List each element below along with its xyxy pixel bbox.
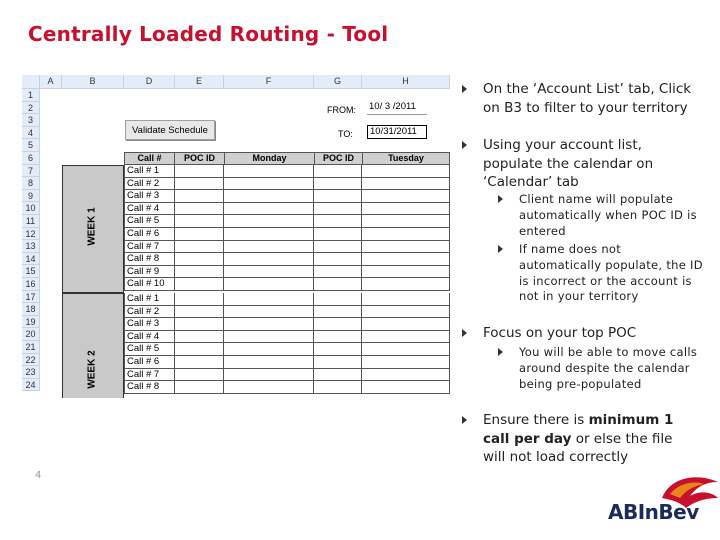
bullet-text-pre: Ensure there is bbox=[483, 412, 589, 428]
schedule-cell[interactable] bbox=[175, 165, 224, 178]
call-cell[interactable]: Call # 10 bbox=[124, 278, 175, 291]
schedule-cell[interactable] bbox=[224, 228, 314, 241]
call-cell[interactable]: Call # 6 bbox=[124, 356, 175, 369]
schedule-cell[interactable] bbox=[362, 306, 450, 319]
schedule-cell[interactable] bbox=[175, 369, 224, 382]
schedule-cell[interactable] bbox=[224, 241, 314, 254]
bullet-text: Focus on your top POC bbox=[483, 325, 637, 341]
schedule-cell[interactable] bbox=[314, 331, 362, 344]
sheet-corner bbox=[22, 75, 40, 89]
call-cell[interactable]: Call # 8 bbox=[124, 381, 175, 394]
row-number[interactable]: 14 bbox=[22, 253, 40, 266]
schedule-cell[interactable] bbox=[314, 253, 362, 266]
to-date-field[interactable]: 10/31/2011 bbox=[367, 125, 427, 139]
schedule-cell[interactable] bbox=[314, 318, 362, 331]
column-header-g: G bbox=[314, 75, 362, 89]
row-number[interactable]: 5 bbox=[22, 139, 40, 152]
schedule-cell[interactable] bbox=[314, 381, 362, 394]
call-cell[interactable]: Call # 3 bbox=[124, 190, 175, 203]
schedule-cell[interactable] bbox=[175, 356, 224, 369]
schedule-cell[interactable] bbox=[362, 190, 450, 203]
row-number[interactable]: 16 bbox=[22, 278, 40, 291]
row-number[interactable]: 7 bbox=[22, 165, 40, 178]
schedule-cell[interactable] bbox=[175, 178, 224, 191]
schedule-cell[interactable] bbox=[362, 381, 450, 394]
call-cell[interactable]: Call # 5 bbox=[124, 215, 175, 228]
bullet-text: Using your account list, populate the calendar on ‘Calendar’ tab bbox=[483, 137, 654, 190]
week-1-label: WEEK 1 bbox=[86, 207, 98, 246]
schedule-cell[interactable] bbox=[362, 331, 450, 344]
schedule-cell[interactable] bbox=[314, 241, 362, 254]
column-header-d: D bbox=[124, 75, 175, 89]
bullet-text: If name does not automatically populate, the ID is incorrect or the account is not in your territory bbox=[519, 242, 703, 304]
schedule-cell[interactable] bbox=[314, 228, 362, 241]
schedule-cell[interactable] bbox=[224, 203, 314, 216]
schedule-cell[interactable] bbox=[224, 190, 314, 203]
bullet-text-bold: minimum 1 call per day bbox=[483, 412, 674, 447]
call-cell[interactable]: Call # 7 bbox=[124, 369, 175, 382]
column-header-f: F bbox=[224, 75, 314, 89]
row-number[interactable]: 18 bbox=[22, 303, 40, 316]
call-cell[interactable]: Call # 9 bbox=[124, 266, 175, 279]
validate-schedule-button[interactable]: Validate Schedule bbox=[125, 120, 215, 140]
bullet-top-poc bbox=[460, 324, 692, 343]
call-cell[interactable]: Call # 4 bbox=[124, 331, 175, 344]
subbullet-client-name bbox=[496, 192, 706, 239]
bullet-arrow-icon bbox=[462, 329, 467, 337]
schedule-cell[interactable] bbox=[314, 356, 362, 369]
row-number[interactable]: 17 bbox=[22, 291, 40, 304]
call-cell[interactable]: Call # 5 bbox=[124, 343, 175, 356]
schedule-cell[interactable] bbox=[362, 215, 450, 228]
call-number-header: Call # bbox=[124, 152, 175, 165]
row-number[interactable]: 23 bbox=[22, 366, 40, 379]
tuesday-header: Tuesday bbox=[362, 152, 450, 165]
call-cell[interactable]: Call # 1 bbox=[124, 165, 175, 178]
schedule-cell[interactable] bbox=[314, 178, 362, 191]
bullet-arrow-icon bbox=[498, 195, 503, 203]
schedule-cell[interactable] bbox=[314, 203, 362, 216]
schedule-cell[interactable] bbox=[175, 241, 224, 254]
from-label: FROM: bbox=[327, 105, 356, 115]
bullet-minimum-call bbox=[460, 411, 692, 467]
call-cell[interactable]: Call # 2 bbox=[124, 178, 175, 191]
column-header-b: B bbox=[62, 75, 124, 89]
schedule-cell[interactable] bbox=[175, 228, 224, 241]
schedule-cell[interactable] bbox=[175, 318, 224, 331]
schedule-cell[interactable] bbox=[224, 215, 314, 228]
row-number[interactable]: 12 bbox=[22, 228, 40, 241]
schedule-cell[interactable] bbox=[175, 331, 224, 344]
schedule-cell[interactable] bbox=[175, 293, 224, 306]
bullet-arrow-icon bbox=[498, 245, 503, 253]
bullet-arrow-icon bbox=[462, 416, 467, 424]
subbullet-name-not-populate bbox=[496, 242, 706, 305]
schedule-cell[interactable] bbox=[362, 356, 450, 369]
schedule-cell[interactable] bbox=[175, 215, 224, 228]
column-header-a: A bbox=[40, 75, 62, 89]
row-number[interactable]: 4 bbox=[22, 127, 40, 140]
row-number[interactable]: 1 bbox=[22, 89, 40, 102]
call-cell[interactable]: Call # 4 bbox=[124, 203, 175, 216]
schedule-cell[interactable] bbox=[362, 253, 450, 266]
schedule-cell[interactable] bbox=[224, 178, 314, 191]
schedule-cell[interactable] bbox=[175, 190, 224, 203]
schedule-cell[interactable] bbox=[224, 381, 314, 394]
row-number[interactable]: 22 bbox=[22, 354, 40, 367]
bullet-arrow-icon bbox=[462, 85, 467, 93]
schedule-cell[interactable] bbox=[362, 165, 450, 178]
schedule-cell[interactable] bbox=[362, 343, 450, 356]
call-cell[interactable]: Call # 8 bbox=[124, 253, 175, 266]
schedule-cell[interactable] bbox=[362, 266, 450, 279]
schedule-cell[interactable] bbox=[175, 253, 224, 266]
bullet-text-post: or else the file will not load correctly bbox=[483, 430, 673, 465]
schedule-cell[interactable] bbox=[175, 266, 224, 279]
call-cell[interactable]: Call # 3 bbox=[124, 318, 175, 331]
schedule-cell[interactable] bbox=[224, 293, 314, 306]
schedule-cell[interactable] bbox=[175, 381, 224, 394]
call-cell[interactable]: Call # 6 bbox=[124, 228, 175, 241]
row-number[interactable]: 6 bbox=[22, 152, 40, 165]
schedule-cell[interactable] bbox=[314, 306, 362, 319]
schedule-cell[interactable] bbox=[224, 306, 314, 319]
schedule-cell[interactable] bbox=[362, 203, 450, 216]
bullet-text: Client name will populate automatically when POC ID is entered bbox=[519, 192, 697, 238]
schedule-cell[interactable] bbox=[224, 331, 314, 344]
row-number[interactable]: 8 bbox=[22, 177, 40, 190]
row-number[interactable]: 10 bbox=[22, 202, 40, 215]
schedule-cell[interactable] bbox=[362, 369, 450, 382]
page-number: 4 bbox=[35, 470, 42, 481]
bullet-account-list bbox=[460, 80, 692, 117]
schedule-cell[interactable] bbox=[362, 293, 450, 306]
schedule-cell[interactable] bbox=[175, 306, 224, 319]
schedule-cell[interactable] bbox=[314, 293, 362, 306]
schedule-cell[interactable] bbox=[224, 253, 314, 266]
monday-header: Monday bbox=[224, 152, 315, 165]
bullet-text: On the ‘Account List’ tab, Click on B3 to filter to your territory bbox=[483, 81, 692, 116]
schedule-cell[interactable] bbox=[362, 178, 450, 191]
call-cell[interactable]: Call # 7 bbox=[124, 241, 175, 254]
week-2-block bbox=[62, 293, 124, 398]
call-cell[interactable]: Call # 1 bbox=[124, 293, 175, 306]
schedule-cell[interactable] bbox=[362, 241, 450, 254]
schedule-cell[interactable] bbox=[224, 266, 314, 279]
week-2-label: WEEK 2 bbox=[86, 350, 98, 389]
subbullet-move-calls bbox=[496, 345, 706, 392]
schedule-cell[interactable] bbox=[224, 318, 314, 331]
poc-id-header-1: POC ID bbox=[174, 152, 225, 165]
row-number[interactable]: 3 bbox=[22, 114, 40, 127]
to-label: TO: bbox=[338, 129, 353, 139]
poc-id-header-2: POC ID bbox=[314, 152, 363, 165]
bullet-arrow-icon bbox=[462, 141, 467, 149]
schedule-cell[interactable] bbox=[175, 203, 224, 216]
week-1-block bbox=[62, 165, 124, 293]
bullet-populate-calendar bbox=[460, 136, 692, 192]
from-date-field[interactable]: 10/ 3 /2011 bbox=[367, 101, 427, 115]
row-number[interactable]: 20 bbox=[22, 328, 40, 341]
schedule-cell[interactable] bbox=[314, 266, 362, 279]
schedule-cell[interactable] bbox=[314, 369, 362, 382]
schedule-cell[interactable] bbox=[224, 165, 314, 178]
spreadsheet-screenshot bbox=[22, 75, 450, 398]
logo-text: ABInBev bbox=[608, 500, 699, 524]
schedule-cell[interactable] bbox=[224, 369, 314, 382]
bullet-text: You will be able to move calls around despite the calendar being pre-populated bbox=[519, 345, 698, 391]
row-number[interactable]: 19 bbox=[22, 316, 40, 329]
slide-title: Centrally Loaded Routing - Tool bbox=[28, 22, 389, 46]
schedule-cell[interactable] bbox=[224, 343, 314, 356]
schedule-cell[interactable] bbox=[362, 318, 450, 331]
schedule-cell[interactable] bbox=[314, 278, 362, 291]
column-header-h: H bbox=[362, 75, 450, 89]
schedule-cell[interactable] bbox=[224, 278, 314, 291]
column-header-e: E bbox=[175, 75, 224, 89]
schedule-cell[interactable] bbox=[175, 343, 224, 356]
row-number[interactable]: 11 bbox=[22, 215, 40, 228]
schedule-cell[interactable] bbox=[314, 343, 362, 356]
row-number[interactable]: 24 bbox=[22, 379, 40, 392]
schedule-cell[interactable] bbox=[314, 165, 362, 178]
row-number[interactable]: 9 bbox=[22, 190, 40, 203]
schedule-cell[interactable] bbox=[314, 190, 362, 203]
row-number[interactable]: 15 bbox=[22, 265, 40, 278]
row-number[interactable]: 13 bbox=[22, 240, 40, 253]
schedule-cell[interactable] bbox=[175, 278, 224, 291]
bullet-arrow-icon bbox=[498, 348, 503, 356]
call-cell[interactable]: Call # 2 bbox=[124, 306, 175, 319]
schedule-cell[interactable] bbox=[224, 356, 314, 369]
schedule-cell[interactable] bbox=[362, 228, 450, 241]
row-number[interactable]: 2 bbox=[22, 102, 40, 115]
schedule-cell[interactable] bbox=[362, 278, 450, 291]
row-number[interactable]: 21 bbox=[22, 341, 40, 354]
schedule-cell[interactable] bbox=[314, 215, 362, 228]
